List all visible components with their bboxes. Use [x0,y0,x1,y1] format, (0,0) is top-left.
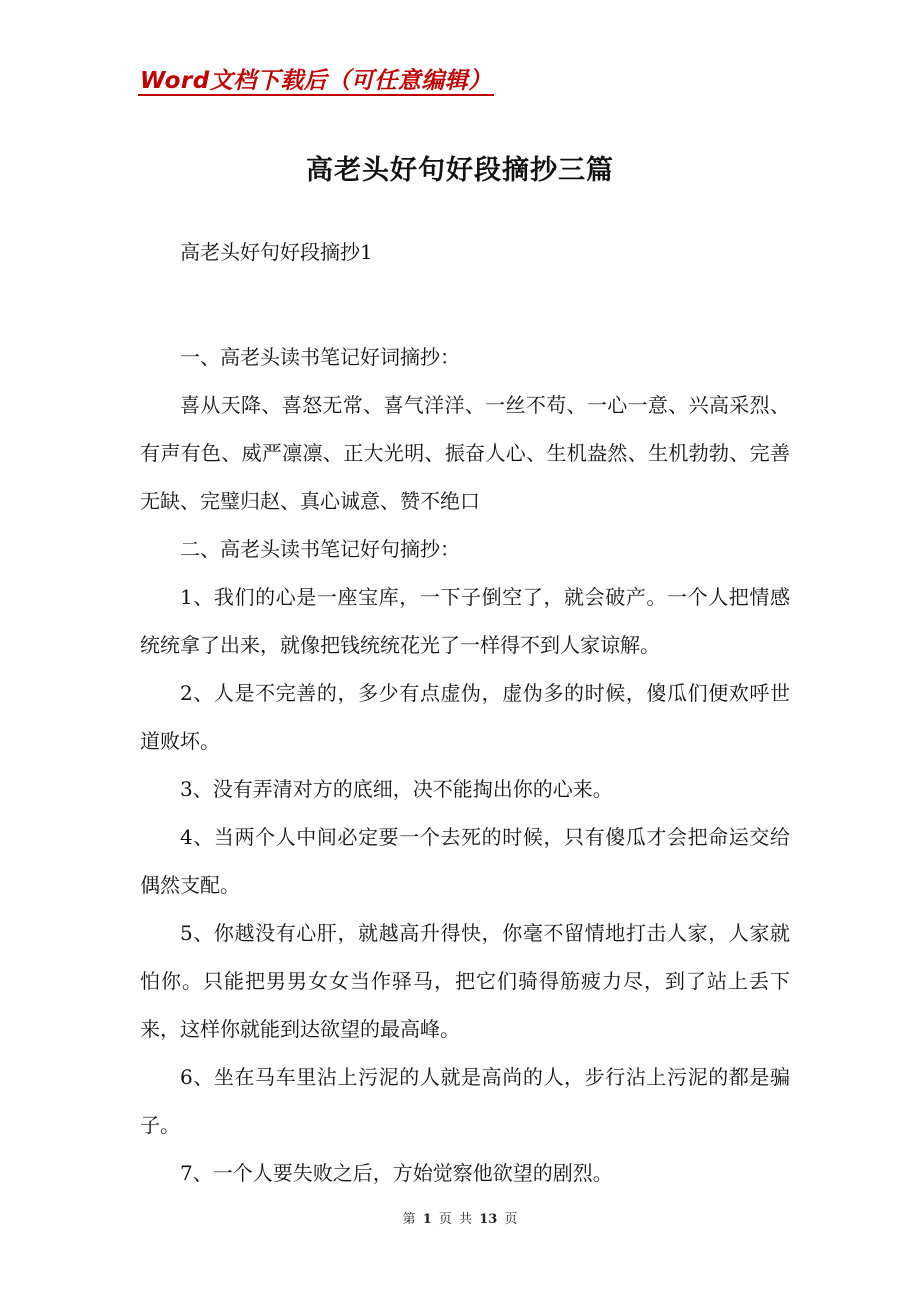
paragraph-quote-7: 7、一个人要失败之后，方始觉察他欲望的剧烈。 [180,1161,613,1185]
paragraph-words-heading: 一、高老头读书笔记好词摘抄： [180,345,460,369]
document-body [140,228,790,1197]
paragraph-quote-5: 5、你越没有心肝，就越高升得快，你毫不留情地打击人家，人家就怕你。只能把男男女女当作驿马，把它们骑得筋疲力尽，到了站上丢下来，这样你就能到达欲望的最高峰。 [140,921,790,1041]
header-banner: Word文档下载后（可任意编辑） [140,68,492,94]
paragraph-quote-3: 3、没有弄清对方的底细，决不能掏出你的心来。 [180,777,613,801]
paragraph-quote-1: 1、我们的心是一座宝库，一下子倒空了，就会破产。一个人把情感统统拿了出来，就像把钱统统花光了一样得不到人家谅解。 [140,585,790,657]
paragraph-quote-2: 2、人是不完善的，多少有点虚伪，虚伪多的时候，傻瓜们便欢呼世道败坏。 [140,681,790,753]
current-page-number: 1 [422,1212,432,1227]
section-heading: 高老头好句好段摘抄1 [180,240,373,264]
document-title: 高老头好句好段摘抄三篇 [306,155,614,186]
footer-prefix: 第 [402,1212,416,1227]
paragraph-quote-6: 6、坐在马车里沾上污泥的人就是高尚的人，步行沾上污泥的都是骗子。 [140,1065,790,1137]
paragraph-sentences-heading: 二、高老头读书笔记好句摘抄： [180,537,460,561]
total-pages-number: 13 [479,1212,498,1227]
paragraph-quote-4: 4、当两个人中间必定要一个去死的时候，只有傻瓜才会把命运交给偶然支配。 [140,825,790,897]
footer-middle: 页 共 [438,1212,473,1227]
page-footer [0,1208,920,1227]
header-underline [138,94,494,96]
footer-suffix: 页 [504,1212,518,1227]
paragraph-words-list: 喜从天降、喜怒无常、喜气洋洋、一丝不苟、一心一意、兴高采烈、有声有色、威严凛凛、正大光明、振奋人心、生机盎然、生机勃勃、完善无缺、完璧归赵、真心诚意、赞不绝口 [140,393,790,513]
